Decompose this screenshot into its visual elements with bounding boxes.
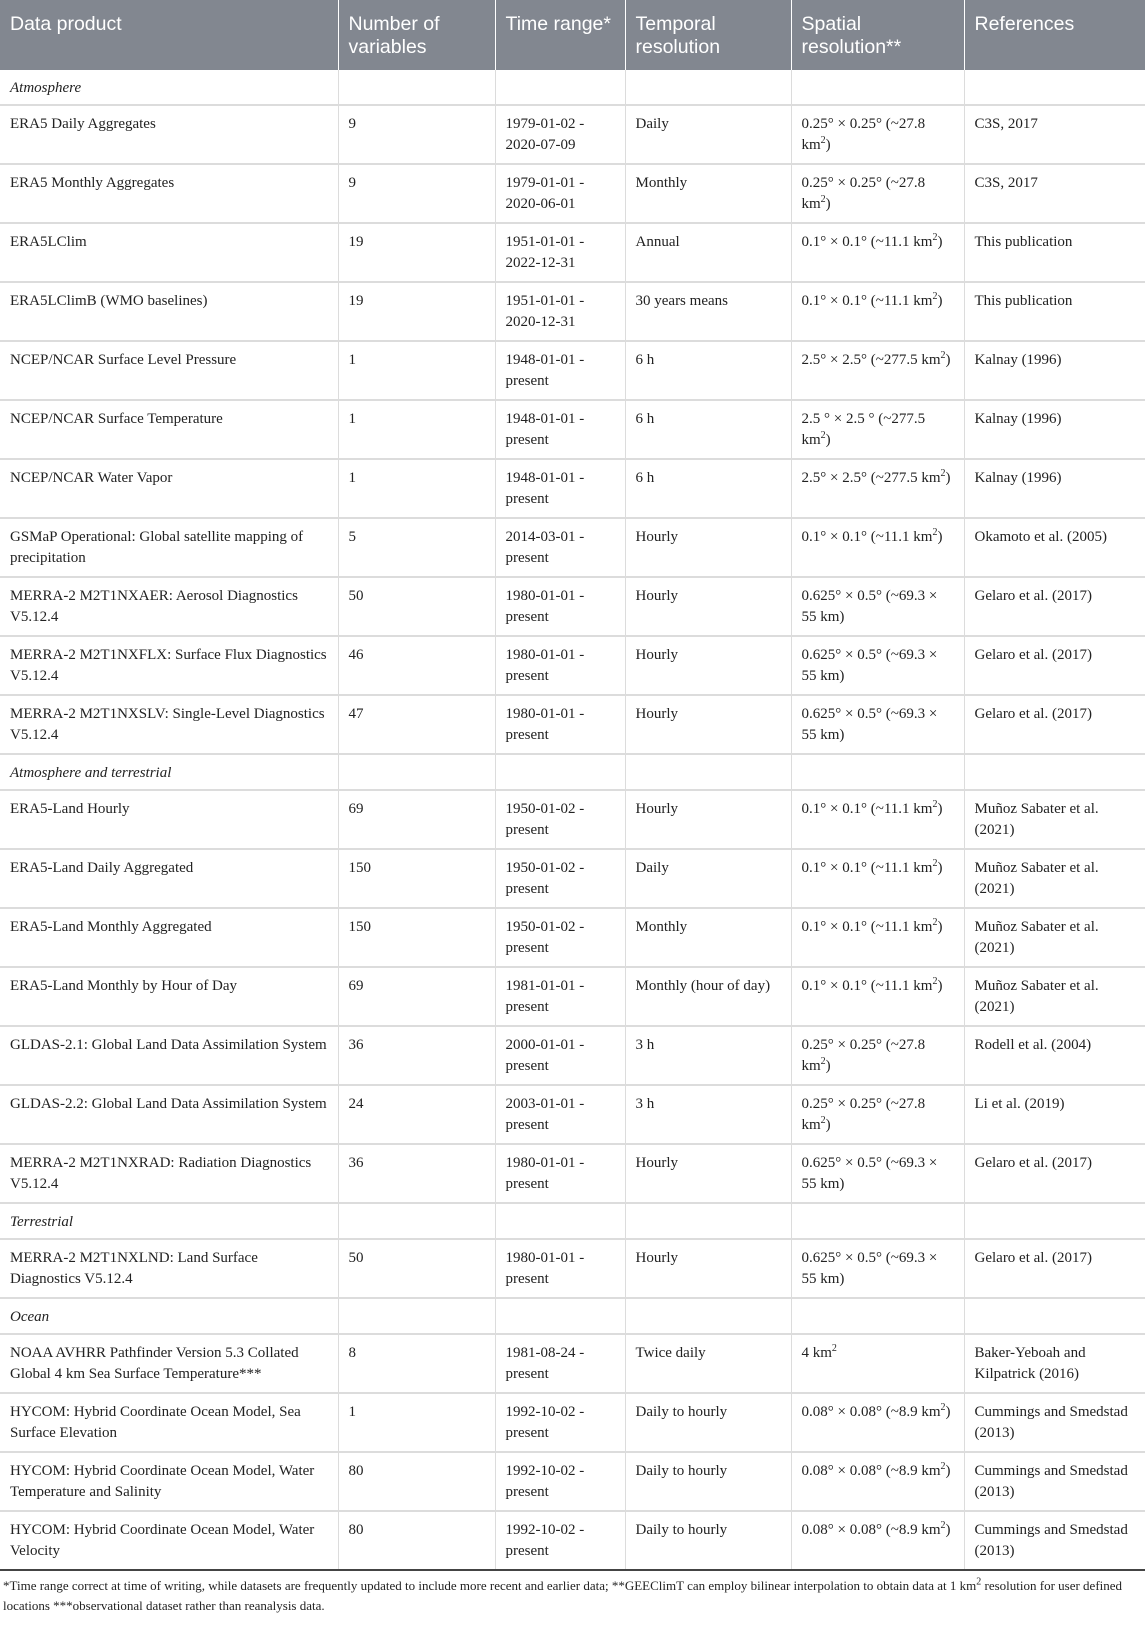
num-variables-cell: 8 (338, 1334, 495, 1393)
empty-cell (964, 1298, 1145, 1334)
table-row (0, 341, 1145, 400)
temporal-resolution-cell: 6 h (625, 459, 791, 518)
table-row (0, 849, 1145, 908)
references-cell: Kalnay (1996) (964, 400, 1145, 459)
time-range-cell: 1980-01-01 - present (495, 1144, 625, 1203)
references-cell: Rodell et al. (2004) (964, 1026, 1145, 1085)
table-row (0, 164, 1145, 223)
table-row (0, 636, 1145, 695)
time-range-cell: 1979-01-01 - 2020-06-01 (495, 164, 625, 223)
table-row (0, 908, 1145, 967)
references-cell: Gelaro et al. (2017) (964, 577, 1145, 636)
header-spatial-resolution: Spatial resolution** (791, 0, 964, 70)
temporal-resolution-cell: Hourly (625, 695, 791, 754)
table-row (0, 577, 1145, 636)
data-product-cell: ERA5-Land Daily Aggregated (0, 849, 338, 908)
time-range-cell: 1981-01-01 - present (495, 967, 625, 1026)
data-product-cell: NCEP/NCAR Water Vapor (0, 459, 338, 518)
empty-cell (964, 754, 1145, 790)
num-variables-cell: 1 (338, 400, 495, 459)
header-row (0, 0, 1145, 70)
temporal-resolution-cell: Annual (625, 223, 791, 282)
data-product-cell: NCEP/NCAR Surface Temperature (0, 400, 338, 459)
data-product-cell: ERA5-Land Hourly (0, 790, 338, 849)
temporal-resolution-cell: Monthly (625, 164, 791, 223)
data-product-cell: HYCOM: Hybrid Coordinate Ocean Model, Water Temperature and Salinity (0, 1452, 338, 1511)
references-cell: Muñoz Sabater et al. (2021) (964, 790, 1145, 849)
section-label: Terrestrial (0, 1203, 338, 1239)
data-product-cell: MERRA-2 M2T1NXSLV: Single-Level Diagnostics V5.12.4 (0, 695, 338, 754)
empty-cell (791, 1298, 964, 1334)
table-row (0, 1026, 1145, 1085)
empty-cell (338, 70, 495, 105)
num-variables-cell: 24 (338, 1085, 495, 1144)
references-cell: Gelaro et al. (2017) (964, 695, 1145, 754)
data-product-cell: GLDAS-2.2: Global Land Data Assimilation System (0, 1085, 338, 1144)
time-range-cell: 1948-01-01 - present (495, 459, 625, 518)
table-row (0, 1511, 1145, 1570)
time-range-cell: 1992-10-02 - present (495, 1511, 625, 1570)
temporal-resolution-cell: 3 h (625, 1085, 791, 1144)
num-variables-cell: 69 (338, 967, 495, 1026)
empty-cell (495, 1203, 625, 1239)
spatial-resolution-cell: 0.1° × 0.1° (~11.1 $km^2$) (791, 908, 964, 967)
table-row (0, 459, 1145, 518)
spatial-resolution-cell: 2.5 ° × 2.5 ° (~277.5 $km^2$) (791, 400, 964, 459)
references-cell: Muñoz Sabater et al. (2021) (964, 967, 1145, 1026)
spatial-resolution-cell: 0.1° × 0.1° (~11.1 $km^2$) (791, 790, 964, 849)
temporal-resolution-cell: Daily (625, 105, 791, 164)
num-variables-cell: 19 (338, 223, 495, 282)
spatial-resolution-cell: 2.5° × 2.5° (~277.5 $km^2$) (791, 341, 964, 400)
temporal-resolution-cell: 6 h (625, 341, 791, 400)
references-cell: Kalnay (1996) (964, 459, 1145, 518)
spatial-resolution-cell: 0.625° × 0.5° (~69.3 × 55 km) (791, 1239, 964, 1298)
references-cell: Gelaro et al. (2017) (964, 1144, 1145, 1203)
num-variables-cell: 1 (338, 1393, 495, 1452)
section-row (0, 754, 1145, 790)
references-cell: Okamoto et al. (2005) (964, 518, 1145, 577)
time-range-cell: 1992-10-02 - present (495, 1393, 625, 1452)
data-product-cell: ERA5 Daily Aggregates (0, 105, 338, 164)
temporal-resolution-cell: 3 h (625, 1026, 791, 1085)
data-product-cell: ERA5LClim (0, 223, 338, 282)
time-range-cell: 1951-01-01 - 2020-12-31 (495, 282, 625, 341)
temporal-resolution-cell: Daily (625, 849, 791, 908)
section-label: Atmosphere (0, 70, 338, 105)
empty-cell (495, 70, 625, 105)
table-row (0, 1393, 1145, 1452)
empty-cell (495, 1298, 625, 1334)
temporal-resolution-cell: Hourly (625, 518, 791, 577)
temporal-resolution-cell: Twice daily (625, 1334, 791, 1393)
header-data-product: Data product (0, 0, 338, 70)
time-range-cell: 1980-01-01 - present (495, 1239, 625, 1298)
table-row (0, 105, 1145, 164)
table-row (0, 518, 1145, 577)
table-row (0, 1144, 1145, 1203)
num-variables-cell: 150 (338, 908, 495, 967)
section-row (0, 1203, 1145, 1239)
table-header (0, 0, 1145, 70)
data-product-cell: MERRA-2 M2T1NXLND: Land Surface Diagnostics V5.12.4 (0, 1239, 338, 1298)
empty-cell (338, 1203, 495, 1239)
section-label: Ocean (0, 1298, 338, 1334)
spatial-resolution-cell: 0.1° × 0.1° (~11.1 $km^2$) (791, 849, 964, 908)
spatial-resolution-cell: 0.25° × 0.25° (~27.8 $km^2$) (791, 1026, 964, 1085)
table-row (0, 400, 1145, 459)
time-range-cell: 1950-01-02 - present (495, 790, 625, 849)
table-row (0, 1239, 1145, 1298)
references-cell: This publication (964, 282, 1145, 341)
data-product-cell: ERA5-Land Monthly by Hour of Day (0, 967, 338, 1026)
table-body (0, 70, 1145, 1570)
spatial-resolution-cell: 0.25° × 0.25° (~27.8 $km^2$) (791, 1085, 964, 1144)
time-range-cell: 2000-01-01 - present (495, 1026, 625, 1085)
num-variables-cell: 1 (338, 459, 495, 518)
spatial-resolution-cell: 0.1° × 0.1° (~11.1 $km^2$) (791, 518, 964, 577)
data-product-cell: ERA5 Monthly Aggregates (0, 164, 338, 223)
data-product-cell: MERRA-2 M2T1NXRAD: Radiation Diagnostics V5.12.4 (0, 1144, 338, 1203)
references-cell: Kalnay (1996) (964, 341, 1145, 400)
empty-cell (791, 1203, 964, 1239)
time-range-cell: 1980-01-01 - present (495, 636, 625, 695)
empty-cell (625, 1203, 791, 1239)
spatial-resolution-cell: 0.625° × 0.5° (~69.3 × 55 km) (791, 695, 964, 754)
temporal-resolution-cell: Hourly (625, 1239, 791, 1298)
time-range-cell: 1979-01-02 - 2020-07-09 (495, 105, 625, 164)
data-product-cell: MERRA-2 M2T1NXFLX: Surface Flux Diagnostics V5.12.4 (0, 636, 338, 695)
references-cell: This publication (964, 223, 1145, 282)
time-range-cell: 1948-01-01 - present (495, 400, 625, 459)
data-product-cell: NOAA AVHRR Pathfinder Version 5.3 Collated Global 4 km Sea Surface Temperature*** (0, 1334, 338, 1393)
num-variables-cell: 46 (338, 636, 495, 695)
references-cell: Li et al. (2019) (964, 1085, 1145, 1144)
time-range-cell: 1950-01-02 - present (495, 908, 625, 967)
time-range-cell: 2003-01-01 - present (495, 1085, 625, 1144)
num-variables-cell: 80 (338, 1511, 495, 1570)
num-variables-cell: 1 (338, 341, 495, 400)
references-cell: Muñoz Sabater et al. (2021) (964, 849, 1145, 908)
data-product-cell: ERA5LClimB (WMO baselines) (0, 282, 338, 341)
spatial-resolution-cell: 0.25° × 0.25° (~27.8 $km^2$) (791, 105, 964, 164)
time-range-cell: 1951-01-01 - 2022-12-31 (495, 223, 625, 282)
spatial-resolution-cell: 0.625° × 0.5° (~69.3 × 55 km) (791, 1144, 964, 1203)
empty-cell (495, 754, 625, 790)
num-variables-cell: 9 (338, 105, 495, 164)
references-cell: Cummings and Smedstad (2013) (964, 1393, 1145, 1452)
references-cell: Muñoz Sabater et al. (2021) (964, 908, 1145, 967)
time-range-cell: 2014-03-01 - present (495, 518, 625, 577)
temporal-resolution-cell: Hourly (625, 790, 791, 849)
empty-cell (338, 754, 495, 790)
num-variables-cell: 47 (338, 695, 495, 754)
section-row (0, 1298, 1145, 1334)
spatial-resolution-cell: 0.25° × 0.25° (~27.8 $km^2$) (791, 164, 964, 223)
empty-cell (791, 754, 964, 790)
data-product-cell: HYCOM: Hybrid Coordinate Ocean Model, Water Velocity (0, 1511, 338, 1570)
num-variables-cell: 80 (338, 1452, 495, 1511)
section-row (0, 70, 1145, 105)
spatial-resolution-cell: 0.625° × 0.5° (~69.3 × 55 km) (791, 577, 964, 636)
table-footnote: *Time range correct at time of writing, while datasets are frequently updated to include more recent and earlier data; **GEEClimT can employ bilinear interpolation to obtain data at 1 $km^2$ resolution for user defined locations ***observational dataset rather than reanalysis data. (3, 1576, 1123, 1613)
data-product-cell: NCEP/NCAR Surface Level Pressure (0, 341, 338, 400)
references-cell: Baker-Yeboah and Kilpatrick (2016) (964, 1334, 1145, 1393)
references-cell: Cummings and Smedstad (2013) (964, 1511, 1145, 1570)
header-temporal-resolution: Temporal resolution (625, 0, 791, 70)
temporal-resolution-cell: Daily to hourly (625, 1452, 791, 1511)
temporal-resolution-cell: Daily to hourly (625, 1393, 791, 1452)
table-row (0, 223, 1145, 282)
table-row (0, 790, 1145, 849)
table-row (0, 282, 1145, 341)
num-variables-cell: 50 (338, 577, 495, 636)
spatial-resolution-cell: 0.1° × 0.1° (~11.1 $km^2$) (791, 282, 964, 341)
table-row (0, 967, 1145, 1026)
data-product-cell: GLDAS-2.1: Global Land Data Assimilation System (0, 1026, 338, 1085)
num-variables-cell: 5 (338, 518, 495, 577)
num-variables-cell: 36 (338, 1144, 495, 1203)
table-row (0, 695, 1145, 754)
spatial-resolution-cell: 0.625° × 0.5° (~69.3 × 55 km) (791, 636, 964, 695)
time-range-cell: 1992-10-02 - present (495, 1452, 625, 1511)
temporal-resolution-cell: Hourly (625, 1144, 791, 1203)
time-range-cell: 1980-01-01 - present (495, 695, 625, 754)
temporal-resolution-cell: 6 h (625, 400, 791, 459)
num-variables-cell: 50 (338, 1239, 495, 1298)
num-variables-cell: 9 (338, 164, 495, 223)
temporal-resolution-cell: Hourly (625, 577, 791, 636)
temporal-resolution-cell: Daily to hourly (625, 1511, 791, 1570)
time-range-cell: 1948-01-01 - present (495, 341, 625, 400)
spatial-resolution-cell: 0.08° × 0.08° (~8.9 $km^2$) (791, 1452, 964, 1511)
time-range-cell: 1980-01-01 - present (495, 577, 625, 636)
header-number-of-variables: Number of variables (338, 0, 495, 70)
data-product-cell: HYCOM: Hybrid Coordinate Ocean Model, Sea Surface Elevation (0, 1393, 338, 1452)
empty-cell (625, 70, 791, 105)
temporal-resolution-cell: Monthly (hour of day) (625, 967, 791, 1026)
temporal-resolution-cell: 30 years means (625, 282, 791, 341)
spatial-resolution-cell: 4 $km^2$ (791, 1334, 964, 1393)
empty-cell (625, 1298, 791, 1334)
spatial-resolution-cell: 0.1° × 0.1° (~11.1 $km^2$) (791, 223, 964, 282)
references-cell: Gelaro et al. (2017) (964, 1239, 1145, 1298)
spatial-resolution-cell: 0.1° × 0.1° (~11.1 $km^2$) (791, 967, 964, 1026)
header-references: References (964, 0, 1145, 70)
table-row (0, 1085, 1145, 1144)
temporal-resolution-cell: Hourly (625, 636, 791, 695)
spatial-resolution-cell: 0.08° × 0.08° (~8.9 $km^2$) (791, 1393, 964, 1452)
table-row (0, 1334, 1145, 1393)
empty-cell (791, 70, 964, 105)
spatial-resolution-cell: 0.08° × 0.08° (~8.9 $km^2$) (791, 1511, 964, 1570)
references-cell: Cummings and Smedstad (2013) (964, 1452, 1145, 1511)
temporal-resolution-cell: Monthly (625, 908, 791, 967)
time-range-cell: 1981-08-24 - present (495, 1334, 625, 1393)
references-cell: C3S, 2017 (964, 164, 1145, 223)
table-row (0, 1452, 1145, 1511)
section-label: Atmosphere and terrestrial (0, 754, 338, 790)
num-variables-cell: 19 (338, 282, 495, 341)
header-time-range: Time range* (495, 0, 625, 70)
empty-cell (338, 1298, 495, 1334)
references-cell: C3S, 2017 (964, 105, 1145, 164)
references-cell: Gelaro et al. (2017) (964, 636, 1145, 695)
num-variables-cell: 150 (338, 849, 495, 908)
time-range-cell: 1950-01-02 - present (495, 849, 625, 908)
data-product-cell: ERA5-Land Monthly Aggregated (0, 908, 338, 967)
empty-cell (964, 1203, 1145, 1239)
num-variables-cell: 36 (338, 1026, 495, 1085)
data-product-cell: GSMaP Operational: Global satellite mapping of precipitation (0, 518, 338, 577)
empty-cell (964, 70, 1145, 105)
data-product-cell: MERRA-2 M2T1NXAER: Aerosol Diagnostics V5.12.4 (0, 577, 338, 636)
spatial-resolution-cell: 2.5° × 2.5° (~277.5 $km^2$) (791, 459, 964, 518)
empty-cell (625, 754, 791, 790)
num-variables-cell: 69 (338, 790, 495, 849)
